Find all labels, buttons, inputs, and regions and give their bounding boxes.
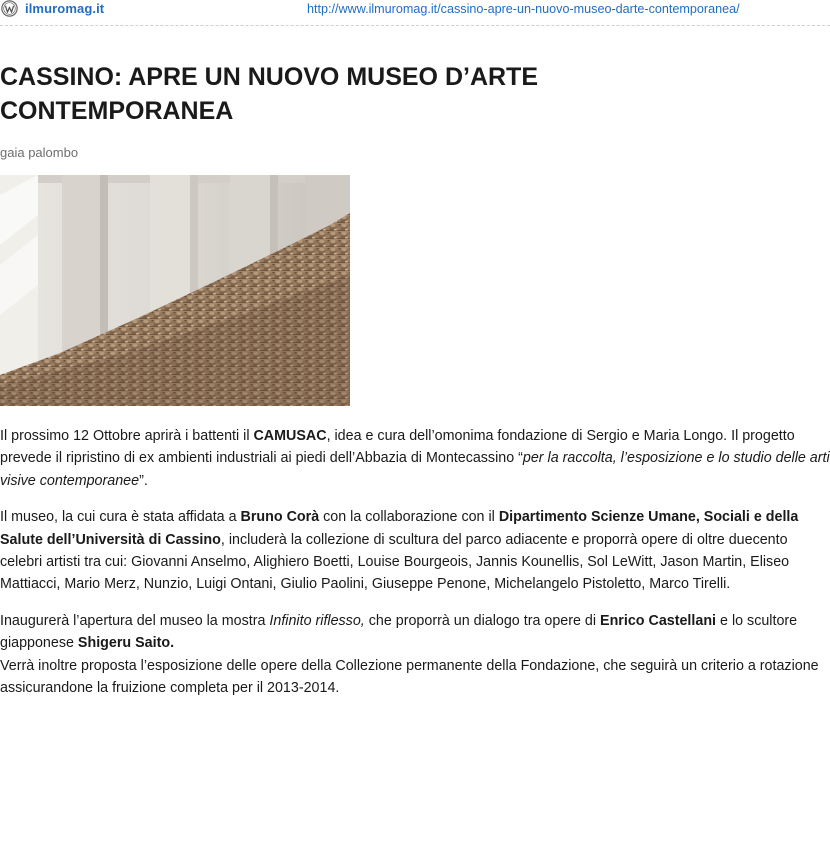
paragraph-1	[0, 425, 830, 492]
p1-text-2: , idea e cura dell’omonima fondazione di Sergio e Maria Longo. Il progetto prevede il ripristino di ex ambienti industriali ai piedi dell’Abbazia di Montecassino “	[0, 428, 795, 467]
p2-text-3: , includerà la collezione di scultura del parco adiacente e proporrà opere di oltre duecento celebri artisti tra cui: Giovanni Anselmo, Alighiero Boetti, Louise Bourgeois, Jannis Kounellis, Sol LeWitt, Jason Martin, Eliseo Mattiacci, Mario Merz, Nunzio, Luigi Ontani, Giulio Paolini, Giuseppe Penone, Michelangelo Pistoletto, Marco Tirelli.	[0, 531, 790, 593]
p1-text-3: ”.	[139, 472, 148, 489]
wordpress-icon[interactable]	[1, 0, 18, 17]
p2-text-1: Il museo, la cui cura è stata affidata a	[0, 509, 241, 526]
author-name: gaia palombo	[0, 145, 79, 160]
p3-text-1: Inaugurerà l’apertura del museo la mostra	[0, 612, 270, 629]
p1-quote: per la raccolta, l’esposizione e lo studio delle arti visive contemporanee	[0, 450, 830, 489]
p1-text-1: Il prossimo 12 Ottobre aprirà i battenti il	[0, 428, 254, 444]
artist-saito-strong: Shigeru Saito.	[77, 635, 175, 652]
title-line-2: CONTEMPORANEA	[0, 97, 234, 125]
paragraph-2	[0, 506, 830, 596]
article-photo	[0, 175, 350, 406]
p3-text-4: Verrà inoltre proposta l’esposizione delle opere della Collezione permanente della Fondazione, che seguirà un criterio a rotazione assicurandone la fruizione completa per il 2013-2014.	[0, 657, 819, 697]
artist-castellani-strong: Enrico Castellani	[600, 612, 717, 629]
exhibition-title: Infinito riflesso,	[269, 612, 365, 629]
article-title	[0, 60, 830, 128]
site-name-link[interactable]: ilmuromag.it	[25, 1, 105, 16]
p3-text-2: che proporrà un dialogo tra opere di	[364, 612, 601, 629]
curator-strong: Bruno Corà	[240, 509, 320, 526]
header-divider	[0, 25, 830, 26]
p3-text-3: e lo scultore giapponese	[0, 612, 798, 652]
paragraph-3	[0, 610, 830, 700]
article-url-link[interactable]: http://www.ilmuromag.it/cassino-apre-un-nuovo-museo-darte-contemporanea/	[307, 2, 740, 16]
p2-text-2: con la collaborazione con il	[319, 509, 499, 526]
department-strong: Dipartimento Scienze Umane, Sociali e della Salute dell’Università di Cassino	[0, 509, 799, 548]
top-bar	[0, 0, 830, 22]
camusac-strong: CAMUSAC	[253, 428, 327, 444]
article-body	[0, 425, 830, 713]
title-line-1: CASSINO: APRE UN NUOVO MUSEO D’ARTE	[0, 63, 539, 91]
